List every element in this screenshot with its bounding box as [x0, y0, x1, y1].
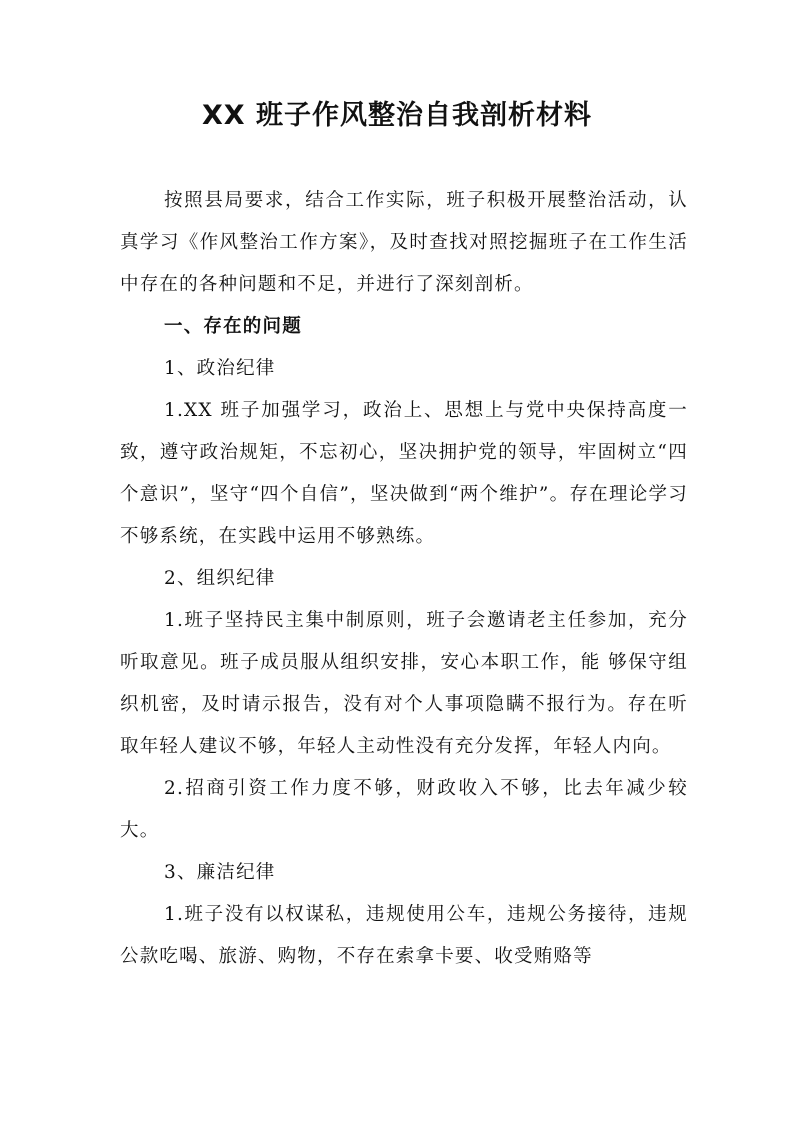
- body-paragraph: 1.XX 班子加强学习，政治上、思想上与党中央保持高度一致，遵守政治规矩，不忘初心，坚决拥护党的领导，牢固树立“四个意识”，坚守“四个自信”，坚决做到“两个维护”。存在理论学习不够系统，在实践中运用不够熟练。: [120, 400, 688, 547]
- document-title: XX 班子作风整治自我剖析材料: [201, 100, 593, 131]
- body-paragraph: 1.班子没有以权谋私，违规使用公车，违规公务接待，违规公款吃喝、旅游、购物，不存在索拿卡要、收受贿赂等: [120, 904, 688, 967]
- subsection-heading: 1、政治纪律: [164, 358, 276, 379]
- subsection-heading: 2、组织纪律: [164, 568, 276, 589]
- document-body: [120, 180, 688, 978]
- section-heading: 一、存在的问题: [164, 316, 302, 337]
- body-paragraph: 2.招商引资工作力度不够，财政收入不够，比去年减少较大。: [120, 778, 688, 841]
- subsection-heading: 3、廉洁纪律: [164, 862, 276, 883]
- body-paragraph: 1.班子坚持民主集中制原则，班子会邀请老主任参加，充分听取意见。班子成员服从组织安排，安心本职工作，能 够保守组织机密，及时请示报告，没有对个人事项隐瞒不报行为。存在听取年轻人建议不够，年轻人主动性没有充分发挥，年轻人内向。: [120, 610, 688, 757]
- intro-paragraph: 按照县局要求，结合工作实际，班子积极开展整治活动，认真学习《作风整治工作方案》，及时查找对照挖掘班子在工作生活中存在的各种问题和不足，并进行了深刻剖析。: [120, 190, 688, 295]
